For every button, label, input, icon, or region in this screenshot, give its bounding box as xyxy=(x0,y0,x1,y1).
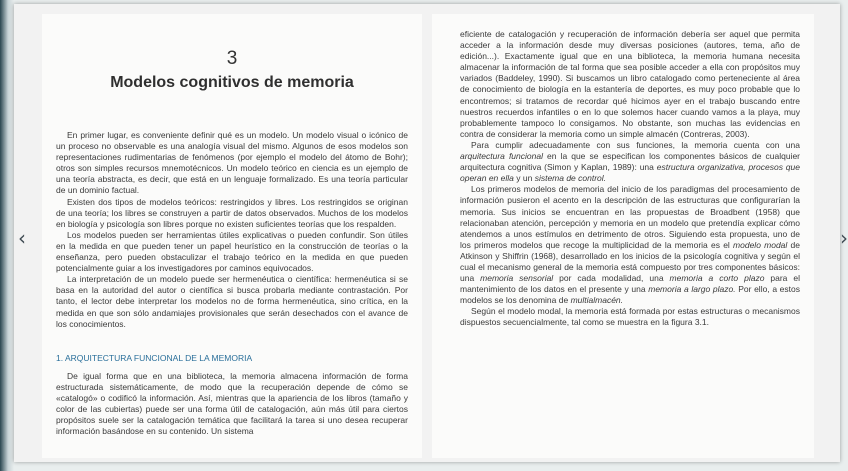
paragraph: Los modelos pueden ser herramientas útiles explicativas o pueden confundir. Son útiles en la medida en que pueden tener un papel heurístico en la construcción de teorías o la enseñanza, pero pueden obstaculizar el trabajo teórico en la medida en que pueden potencialmente guiar a los investigadores por caminos equivocados. xyxy=(56,229,408,274)
italic-term: memoria sensorial xyxy=(480,273,554,284)
text-run: de Atkinson y Shiffrin (1968), desarrollado en los inicios de la psicología cognitiva y según el cual el mecanismo general de la memoria está compuesto por tres componentes básicos: una xyxy=(460,239,800,284)
paragraph: eficiente de catalogación y recuperación de información debería ser aquel que permita acceder a la información desde muy diversas posiciones (autores, tema, año de edición...). Exactamente igual que en una biblioteca, la memoria humana necesita almacenar la información de tal forma que sea posible acceder a ella con propósitos muy variados (Baddeley, 1990). Si buscamos un libro catalogado como perteneciente al área de conocimiento de biología en la estantería de deportes, es muy poco probable que lo encontremos; si tratamos de recordar qué hicimos ayer en el trabajo buscando entre nuestros recuerdos infantiles o en lo que solemos hacer cuando vamos a la playa, muy probablemente tampoco lo consigamos. No obstante, son muchas las evidencias en contra de considerar la memoria como un simple almacén (Contreras, 2003). xyxy=(460,29,800,139)
book-viewer xyxy=(14,4,848,462)
chevron-right-icon[interactable]: › xyxy=(840,226,848,250)
italic-term: multialmacén. xyxy=(570,295,624,306)
italic-term: modelo modal xyxy=(733,239,788,250)
text-run: Por ello, a estos modelos se los denomina de xyxy=(460,284,801,306)
text-run: para el mantenimiento de los datos en el presente y una xyxy=(460,273,800,295)
text-run: Los primeros modelos de memoria del inicio de los paradigmas del procesamiento de información pusieron el acento en la descripción de las estructuras que configurarían la memoria. Sus inicios se encuentran en las propuestas de Broadbent (1958) que relacionaban atención, percepción y memoria en un modelo que pretendía explicar cómo atendemos a unos estímulos en detrimento de otros. Siguiendo esta propuesta, uno de los primeros modelos que recoge la multiplicidad de la memoria es el xyxy=(460,184,800,250)
section-text xyxy=(56,371,408,438)
text-run: Para cumplir adecuadamente con sus funciones, la memoria cuenta con una xyxy=(471,139,800,150)
intro-text xyxy=(56,130,408,330)
left-page xyxy=(42,14,422,458)
paragraph xyxy=(460,184,800,306)
italic-term: memoria a largo plazo. xyxy=(648,284,736,295)
right-page xyxy=(432,14,814,458)
paragraph: Según el modelo modal, la memoria está formada por estas estructuras o mecanismos dispuestos secuencialmente, tal como se muestra en la figura 3.1. xyxy=(460,306,800,328)
paragraph: De igual forma que en una biblioteca, la memoria almacena información de forma estructurada sistemáticamente, de modo que la recuperación depende de cómo se «catalogó» o codificó la información. Así, mientras que la apariencia de los libros (tamaño y color de las cubiertas) puede ser una forma útil de catalogación, aún más útil para ciertos propósitos suele ser la catalogación temática que facilitará la tarea si uno desea recuperar información basándose en su contenido. Un sistema xyxy=(56,371,408,437)
paragraph: La interpretación de un modelo puede ser hermenéutica o científica: hermenéutica si se basa en la autoridad del autor o científica si busca probarla mediante contrastación. Por tanto, el lector debe interpretar los modelos no de forma hermenéutica, sino crítica, en la medida en que son sólo andamiajes provisionales que serán desechados con el avance de los conocimientos. xyxy=(56,274,408,329)
paragraph: Existen dos tipos de modelos teóricos: restringidos y libres. Los restringidos se originan de una teoría; los libres se construyen a partir de datos observados. Muchos de los modelos en biología y psicología son libres porque no existen suficientes teorías que los respalden. xyxy=(56,196,408,229)
paragraph: En primer lugar, es conveniente definir qué es un modelo. Un modelo visual o icónico de un proceso no observable es una analogía visual del mismo. Algunos de esos modelos son representaciones rudimentarias de fenómenos (por ejemplo el modelo del átomo de Bohr); otros son simples recursos mnemotécnicos. Un modelo teórico en ciencia es un ejemplo de una teoría abstracta, es decir, que está en un lenguaje formalizado. Es una teoría particular de un dominio factual. xyxy=(56,130,408,196)
chapter-title: Modelos cognitivos de memoria xyxy=(110,74,354,91)
text-run: por cada modalidad, una xyxy=(553,273,670,284)
italic-term: sistema de control. xyxy=(534,173,607,184)
paragraph xyxy=(460,140,800,184)
right-page-text xyxy=(460,29,800,329)
italic-term: memoria a corto plazo xyxy=(669,273,765,284)
chapter-number: 3 xyxy=(226,48,238,69)
italic-term: estructura organizativa, procesos que operan en ella xyxy=(460,162,800,184)
italic-term: arquitectura funcional xyxy=(460,151,543,162)
text-run: en la que se especifican los componentes básicos de cualquier arquitectura cognitiva (Simon y Kaplan, 1989): una xyxy=(460,151,800,173)
section-heading: 1. ARQUITECTURA FUNCIONAL DE LA MEMORIA xyxy=(56,353,253,363)
text-run: y un xyxy=(513,173,535,184)
chevron-left-icon[interactable]: ‹ xyxy=(18,226,26,250)
